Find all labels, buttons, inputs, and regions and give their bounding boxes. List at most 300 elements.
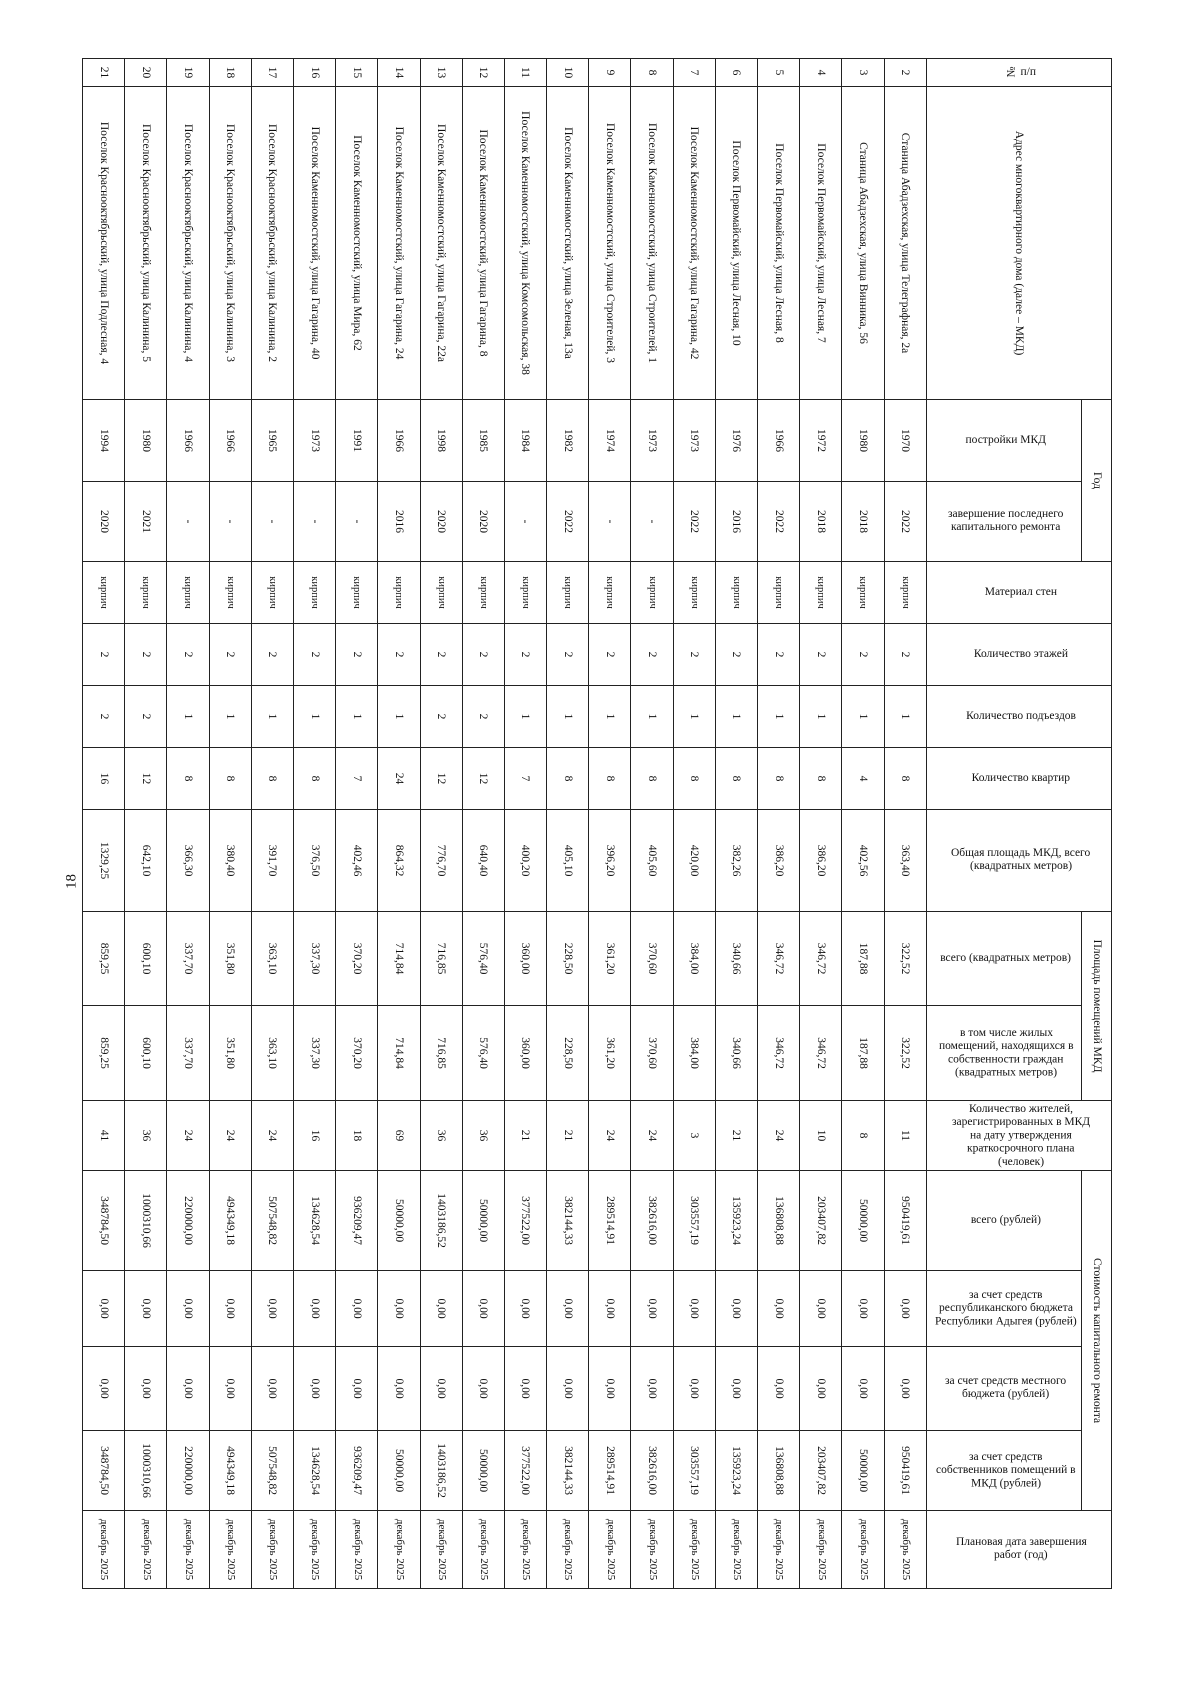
floors-cell: 2	[251, 624, 293, 686]
row-number: 18	[209, 59, 251, 87]
row-number: 6	[715, 59, 757, 87]
header-year-repair: завершение последнего капитального ремонта	[926, 482, 1081, 562]
table-row	[547, 59, 589, 1589]
residents-cell: 11	[884, 1101, 926, 1171]
apartments-cell: 8	[884, 748, 926, 810]
row-number: 13	[420, 59, 462, 87]
wall-material-cell: кирпич	[462, 562, 504, 624]
table-row	[420, 59, 462, 1589]
premises-total-cell: 187,88	[842, 912, 884, 1006]
cost-owners-cell: 348784,50	[83, 1431, 125, 1511]
wall-material-cell: кирпич	[842, 562, 884, 624]
cost-total-cell: 220000,00	[167, 1171, 209, 1271]
header-cost-local: за счет средств местного бюджета (рублей)	[926, 1347, 1081, 1431]
row-number: 16	[293, 59, 335, 87]
row-number: 10	[547, 59, 589, 87]
year-repair-cell: 2020	[83, 482, 125, 562]
entrances-cell: 1	[293, 686, 335, 748]
planned-date-cell: декабрь 2025	[251, 1511, 293, 1589]
table-row	[209, 59, 251, 1589]
header-premises-group: Площадь помещений МКД	[1082, 912, 1112, 1101]
address-cell: Поселок Каменномостский, улица Гагарина, 22а	[420, 87, 462, 400]
row-number: 12	[462, 59, 504, 87]
address-cell: Поселок Каменномостский, улица Мира, 62	[336, 87, 378, 400]
entrances-cell: 1	[547, 686, 589, 748]
floors-cell: 2	[167, 624, 209, 686]
residents-cell: 41	[83, 1101, 125, 1171]
year-built-cell: 1974	[589, 400, 631, 482]
year-built-cell: 1966	[167, 400, 209, 482]
cost-owners-cell: 50000,00	[378, 1431, 420, 1511]
apartments-cell: 7	[504, 748, 546, 810]
planned-date-cell: декабрь 2025	[167, 1511, 209, 1589]
year-built-cell: 1998	[420, 400, 462, 482]
address-cell: Станица Абадзехская, улица Телеграфная, 2а	[884, 87, 926, 400]
entrances-cell: 1	[842, 686, 884, 748]
cost-owners-cell: 303557,19	[673, 1431, 715, 1511]
residents-cell: 36	[462, 1101, 504, 1171]
cost-owners-cell: 135923,24	[715, 1431, 757, 1511]
total-area-cell: 386,20	[758, 810, 800, 912]
row-number: 9	[589, 59, 631, 87]
cost-republic-cell: 0,00	[589, 1271, 631, 1347]
cost-total-cell: 135923,24	[715, 1171, 757, 1271]
wall-material-cell: кирпич	[83, 562, 125, 624]
cost-republic-cell: 0,00	[758, 1271, 800, 1347]
header-premises-total: всего (квадратных метров)	[926, 912, 1081, 1006]
entrances-cell: 1	[884, 686, 926, 748]
table-row	[758, 59, 800, 1589]
cost-republic-cell: 0,00	[800, 1271, 842, 1347]
cost-total-cell: 507548,82	[251, 1171, 293, 1271]
cost-local-cell: 0,00	[589, 1347, 631, 1431]
wall-material-cell: кирпич	[758, 562, 800, 624]
premises-total-cell: 360,00	[504, 912, 546, 1006]
year-repair-cell: 2016	[378, 482, 420, 562]
table-row	[251, 59, 293, 1589]
premises-total-cell: 600,10	[125, 912, 167, 1006]
entrances-cell: 2	[462, 686, 504, 748]
residents-cell: 24	[589, 1101, 631, 1171]
table-row	[715, 59, 757, 1589]
floors-cell: 2	[715, 624, 757, 686]
cost-republic-cell: 0,00	[547, 1271, 589, 1347]
cost-republic-cell: 0,00	[336, 1271, 378, 1347]
row-number: 2	[884, 59, 926, 87]
premises-private-cell: 322,52	[884, 1006, 926, 1101]
premises-private-cell: 370,20	[336, 1006, 378, 1101]
cost-republic-cell: 0,00	[462, 1271, 504, 1347]
wall-material-cell: кирпич	[378, 562, 420, 624]
cost-local-cell: 0,00	[504, 1347, 546, 1431]
cost-republic-cell: 0,00	[842, 1271, 884, 1347]
premises-total-cell: 363,10	[251, 912, 293, 1006]
cost-republic-cell: 0,00	[673, 1271, 715, 1347]
cost-local-cell: 0,00	[378, 1347, 420, 1431]
address-cell: Поселок Краснооктябрьский, улица Калинина, 5	[125, 87, 167, 400]
address-cell: Поселок Каменномостский, улица Строителей, 3	[589, 87, 631, 400]
cost-local-cell: 0,00	[167, 1347, 209, 1431]
cost-local-cell: 0,00	[842, 1347, 884, 1431]
year-repair-cell: -	[589, 482, 631, 562]
year-built-cell: 1973	[631, 400, 673, 482]
header-cost-group: Стоимость капитального ремонта	[1082, 1171, 1112, 1511]
total-area-cell: 396,20	[589, 810, 631, 912]
premises-private-cell: 351,80	[209, 1006, 251, 1101]
entrances-cell: 2	[83, 686, 125, 748]
year-repair-cell: 2020	[420, 482, 462, 562]
cost-total-cell: 950419,61	[884, 1171, 926, 1271]
apartments-cell: 8	[631, 748, 673, 810]
row-number: 7	[673, 59, 715, 87]
year-repair-cell: 2022	[547, 482, 589, 562]
premises-private-cell: 340,66	[715, 1006, 757, 1101]
cost-republic-cell: 0,00	[83, 1271, 125, 1347]
planned-date-cell: декабрь 2025	[673, 1511, 715, 1589]
year-built-cell: 1982	[547, 400, 589, 482]
residents-cell: 18	[336, 1101, 378, 1171]
cost-republic-cell: 0,00	[420, 1271, 462, 1347]
row-number: 5	[758, 59, 800, 87]
premises-total-cell: 859,25	[83, 912, 125, 1006]
entrances-cell: 1	[673, 686, 715, 748]
entrances-cell: 1	[589, 686, 631, 748]
header-wall-material: Материал стен	[926, 562, 1111, 624]
cost-republic-cell: 0,00	[125, 1271, 167, 1347]
planned-date-cell: декабрь 2025	[125, 1511, 167, 1589]
total-area-cell: 405,60	[631, 810, 673, 912]
apartments-cell: 8	[800, 748, 842, 810]
cost-total-cell: 136808,88	[758, 1171, 800, 1271]
planned-date-cell: декабрь 2025	[547, 1511, 589, 1589]
floors-cell: 2	[378, 624, 420, 686]
total-area-cell: 386,20	[800, 810, 842, 912]
total-area-cell: 642,10	[125, 810, 167, 912]
cost-republic-cell: 0,00	[251, 1271, 293, 1347]
cost-local-cell: 0,00	[125, 1347, 167, 1431]
wall-material-cell: кирпич	[800, 562, 842, 624]
wall-material-cell: кирпич	[125, 562, 167, 624]
total-area-cell: 405,10	[547, 810, 589, 912]
wall-material-cell: кирпич	[420, 562, 462, 624]
floors-cell: 2	[420, 624, 462, 686]
year-repair-cell: -	[631, 482, 673, 562]
table-row	[378, 59, 420, 1589]
cost-total-cell: 1000310,66	[125, 1171, 167, 1271]
year-repair-cell: 2018	[800, 482, 842, 562]
apartments-cell: 24	[378, 748, 420, 810]
cost-republic-cell: 0,00	[209, 1271, 251, 1347]
table-row	[589, 59, 631, 1589]
premises-total-cell: 370,20	[336, 912, 378, 1006]
apartments-cell: 8	[589, 748, 631, 810]
total-area-cell: 402,56	[842, 810, 884, 912]
wall-material-cell: кирпич	[547, 562, 589, 624]
floors-cell: 2	[800, 624, 842, 686]
wall-material-cell: кирпич	[715, 562, 757, 624]
year-repair-cell: -	[336, 482, 378, 562]
address-cell: Станица Абадзехская, улица Винника, 56	[842, 87, 884, 400]
cost-total-cell: 382616,00	[631, 1171, 673, 1271]
row-number: 4	[800, 59, 842, 87]
residents-cell: 21	[547, 1101, 589, 1171]
residents-cell: 36	[420, 1101, 462, 1171]
total-area-cell: 400,20	[504, 810, 546, 912]
cost-total-cell: 936209,47	[336, 1171, 378, 1271]
year-built-cell: 1991	[336, 400, 378, 482]
residents-cell: 69	[378, 1101, 420, 1171]
header-premises-private: в том числе жилых помещений, находящихся в собственности граждан (квадратных метров)	[926, 1006, 1081, 1101]
premises-private-cell: 361,20	[589, 1006, 631, 1101]
residents-cell: 24	[167, 1101, 209, 1171]
cost-owners-cell: 50000,00	[462, 1431, 504, 1511]
total-area-cell: 376,50	[293, 810, 335, 912]
premises-private-cell: 576,40	[462, 1006, 504, 1101]
wall-material-cell: кирпич	[631, 562, 673, 624]
year-built-cell: 1973	[673, 400, 715, 482]
wall-material-cell: кирпич	[167, 562, 209, 624]
cost-owners-cell: 134628,54	[293, 1431, 335, 1511]
premises-private-cell: 346,72	[800, 1006, 842, 1101]
cost-owners-cell: 382144,33	[547, 1431, 589, 1511]
premises-private-cell: 337,30	[293, 1006, 335, 1101]
cost-total-cell: 134628,54	[293, 1171, 335, 1271]
cost-owners-cell: 494349,18	[209, 1431, 251, 1511]
premises-total-cell: 228,50	[547, 912, 589, 1006]
planned-date-cell: декабрь 2025	[800, 1511, 842, 1589]
apartments-cell: 12	[420, 748, 462, 810]
table-header	[926, 59, 1111, 1589]
address-cell: Поселок Каменномостский, улица Строителей, 1	[631, 87, 673, 400]
capital-repair-table	[82, 58, 1112, 1589]
wall-material-cell: кирпич	[589, 562, 631, 624]
wall-material-cell: кирпич	[251, 562, 293, 624]
header-year-built: постройки МКД	[926, 400, 1081, 482]
table-row	[884, 59, 926, 1589]
address-cell: Поселок Каменномостский, улица Зеленая, 13а	[547, 87, 589, 400]
premises-total-cell: 370,60	[631, 912, 673, 1006]
planned-date-cell: декабрь 2025	[462, 1511, 504, 1589]
table-row	[462, 59, 504, 1589]
header-residents: Количество жителей, зарегистрированных в МКД на дату утверждения краткосрочного плана (человек)	[926, 1101, 1111, 1171]
header-floors: Количество этажей	[926, 624, 1111, 686]
entrances-cell: 1	[504, 686, 546, 748]
header-planned-date: Плановая дата завершения работ (год)	[926, 1511, 1111, 1589]
wall-material-cell: кирпич	[336, 562, 378, 624]
premises-private-cell: 337,70	[167, 1006, 209, 1101]
residents-cell: 24	[758, 1101, 800, 1171]
row-number: 20	[125, 59, 167, 87]
table-row	[842, 59, 884, 1589]
cost-local-cell: 0,00	[884, 1347, 926, 1431]
year-repair-cell: 2022	[758, 482, 800, 562]
cost-local-cell: 0,00	[293, 1347, 335, 1431]
table-row	[800, 59, 842, 1589]
header-apartments: Количество квартир	[926, 748, 1111, 810]
floors-cell: 2	[547, 624, 589, 686]
planned-date-cell: декабрь 2025	[589, 1511, 631, 1589]
page-number: 18	[63, 874, 80, 889]
cost-owners-cell: 50000,00	[842, 1431, 884, 1511]
year-built-cell: 1966	[378, 400, 420, 482]
cost-local-cell: 0,00	[462, 1347, 504, 1431]
address-cell: Поселок Каменномостский, улица Комсомольская, 38	[504, 87, 546, 400]
year-repair-cell: 2022	[673, 482, 715, 562]
entrances-cell: 1	[209, 686, 251, 748]
residents-cell: 24	[251, 1101, 293, 1171]
cost-local-cell: 0,00	[83, 1347, 125, 1431]
residents-cell: 36	[125, 1101, 167, 1171]
residents-cell: 21	[715, 1101, 757, 1171]
residents-cell: 8	[842, 1101, 884, 1171]
floors-cell: 2	[293, 624, 335, 686]
year-built-cell: 1976	[715, 400, 757, 482]
premises-private-cell: 600,10	[125, 1006, 167, 1101]
premises-private-cell: 716,85	[420, 1006, 462, 1101]
year-repair-cell: 2018	[842, 482, 884, 562]
table-row	[631, 59, 673, 1589]
residents-cell: 10	[800, 1101, 842, 1171]
total-area-cell: 391,70	[251, 810, 293, 912]
entrances-cell: 1	[336, 686, 378, 748]
year-repair-cell: 2022	[884, 482, 926, 562]
entrances-cell: 1	[758, 686, 800, 748]
year-built-cell: 1966	[209, 400, 251, 482]
cost-local-cell: 0,00	[209, 1347, 251, 1431]
cost-total-cell: 377522,00	[504, 1171, 546, 1271]
planned-date-cell: декабрь 2025	[378, 1511, 420, 1589]
header-cost-total: всего (рублей)	[926, 1171, 1081, 1271]
floors-cell: 2	[125, 624, 167, 686]
planned-date-cell: декабрь 2025	[842, 1511, 884, 1589]
table-row	[504, 59, 546, 1589]
year-built-cell: 1980	[125, 400, 167, 482]
planned-date-cell: декабрь 2025	[715, 1511, 757, 1589]
premises-total-cell: 346,72	[758, 912, 800, 1006]
premises-total-cell: 576,40	[462, 912, 504, 1006]
cost-owners-cell: 1403186,52	[420, 1431, 462, 1511]
total-area-cell: 382,26	[715, 810, 757, 912]
cost-total-cell: 203407,82	[800, 1171, 842, 1271]
planned-date-cell: декабрь 2025	[293, 1511, 335, 1589]
residents-cell: 16	[293, 1101, 335, 1171]
table-row	[167, 59, 209, 1589]
table-row	[336, 59, 378, 1589]
wall-material-cell: кирпич	[884, 562, 926, 624]
table-row	[83, 59, 125, 1589]
premises-total-cell: 340,66	[715, 912, 757, 1006]
cost-local-cell: 0,00	[420, 1347, 462, 1431]
row-number: 8	[631, 59, 673, 87]
header-address: Адрес многоквартирного дома (далее – МКД)	[926, 87, 1111, 400]
year-repair-cell: 2016	[715, 482, 757, 562]
premises-total-cell: 337,30	[293, 912, 335, 1006]
cost-total-cell: 50000,00	[378, 1171, 420, 1271]
cost-republic-cell: 0,00	[715, 1271, 757, 1347]
entrances-cell: 1	[631, 686, 673, 748]
year-repair-cell: -	[167, 482, 209, 562]
address-cell: Поселок Краснооктябрьский, улица Подлесная, 4	[83, 87, 125, 400]
planned-date-cell: декабрь 2025	[83, 1511, 125, 1589]
header-entrances: Количество подъездов	[926, 686, 1111, 748]
premises-total-cell: 716,85	[420, 912, 462, 1006]
residents-cell: 24	[209, 1101, 251, 1171]
header-cost-republic: за счет средств республиканского бюджета Республики Адыгея (рублей)	[926, 1271, 1081, 1347]
planned-date-cell: декабрь 2025	[758, 1511, 800, 1589]
premises-total-cell: 351,80	[209, 912, 251, 1006]
planned-date-cell: декабрь 2025	[209, 1511, 251, 1589]
year-repair-cell: -	[209, 482, 251, 562]
premises-private-cell: 228,50	[547, 1006, 589, 1101]
planned-date-cell: декабрь 2025	[884, 1511, 926, 1589]
year-built-cell: 1973	[293, 400, 335, 482]
row-number: 11	[504, 59, 546, 87]
premises-total-cell: 384,00	[673, 912, 715, 1006]
premises-private-cell: 714,84	[378, 1006, 420, 1101]
residents-cell: 21	[504, 1101, 546, 1171]
apartments-cell: 8	[715, 748, 757, 810]
premises-private-cell: 370,60	[631, 1006, 673, 1101]
row-number: 3	[842, 59, 884, 87]
address-cell: Поселок Краснооктябрьский, улица Калинина, 2	[251, 87, 293, 400]
cost-local-cell: 0,00	[758, 1347, 800, 1431]
table-row	[673, 59, 715, 1589]
row-number: 21	[83, 59, 125, 87]
address-cell: Поселок Первомайский, улица Лесная, 10	[715, 87, 757, 400]
year-repair-cell: -	[293, 482, 335, 562]
cost-total-cell: 303557,19	[673, 1171, 715, 1271]
year-built-cell: 1972	[800, 400, 842, 482]
year-repair-cell: -	[504, 482, 546, 562]
cost-local-cell: 0,00	[547, 1347, 589, 1431]
total-area-cell: 402,46	[336, 810, 378, 912]
floors-cell: 2	[83, 624, 125, 686]
cost-total-cell: 50000,00	[462, 1171, 504, 1271]
cost-republic-cell: 0,00	[167, 1271, 209, 1347]
table-body	[83, 59, 927, 1589]
entrances-cell: 2	[125, 686, 167, 748]
cost-owners-cell: 136808,88	[758, 1431, 800, 1511]
total-area-cell: 776,70	[420, 810, 462, 912]
floors-cell: 2	[884, 624, 926, 686]
apartments-cell: 8	[293, 748, 335, 810]
total-area-cell: 420,00	[673, 810, 715, 912]
year-built-cell: 1970	[884, 400, 926, 482]
header-num: № п/п	[926, 59, 1111, 87]
row-number: 15	[336, 59, 378, 87]
premises-private-cell: 859,25	[83, 1006, 125, 1101]
header-cost-owners: за счет средств собственников помещений в МКД (рублей)	[926, 1431, 1081, 1511]
apartments-cell: 8	[673, 748, 715, 810]
wall-material-cell: кирпич	[504, 562, 546, 624]
floors-cell: 2	[842, 624, 884, 686]
address-cell: Поселок Краснооктябрьский, улица Калинина, 3	[209, 87, 251, 400]
premises-total-cell: 337,70	[167, 912, 209, 1006]
cost-local-cell: 0,00	[336, 1347, 378, 1431]
floors-cell: 2	[209, 624, 251, 686]
cost-republic-cell: 0,00	[884, 1271, 926, 1347]
apartments-cell: 4	[842, 748, 884, 810]
cost-total-cell: 348784,50	[83, 1171, 125, 1271]
header-total-area: Общая площадь МКД, всего (квадратных метров)	[926, 810, 1111, 912]
cost-total-cell: 494349,18	[209, 1171, 251, 1271]
address-cell: Поселок Первомайский, улица Лесная, 8	[758, 87, 800, 400]
wall-material-cell: кирпич	[673, 562, 715, 624]
cost-total-cell: 382144,33	[547, 1171, 589, 1271]
wall-material-cell: кирпич	[209, 562, 251, 624]
address-cell: Поселок Каменномостский, улица Гагарина, 40	[293, 87, 335, 400]
apartments-cell: 8	[167, 748, 209, 810]
